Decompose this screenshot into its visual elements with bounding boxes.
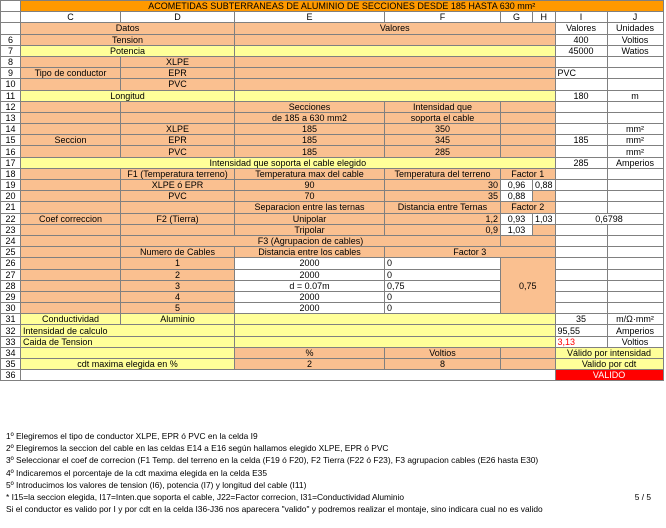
cables-count: 2 xyxy=(121,269,235,280)
note-line: * I15=la seccion elegida, I17=Inten.que soporta el cable, J22=Factor correcion, I31=Conductividad Aluminio xyxy=(6,492,405,503)
factor2-c: 1,03 xyxy=(501,224,533,235)
col-header-i[interactable]: I xyxy=(555,12,607,23)
tension-label: Tension xyxy=(21,34,235,45)
intensidad-header: Intensidad que xyxy=(385,101,501,112)
xlpe-epr-label: XLPE ó EPR xyxy=(121,180,235,191)
seccion-unit: mm² xyxy=(607,135,663,146)
instructions-notes xyxy=(6,430,661,515)
intensidad-elegido-unit: Amperios xyxy=(607,157,663,168)
caida-tension-value: 3,13 xyxy=(555,336,607,347)
distancia-tripolar[interactable]: 0,9 xyxy=(385,224,501,235)
tension-value[interactable]: 400 xyxy=(555,34,607,45)
row-number: 18 xyxy=(1,168,21,179)
intensidad-epr-value: 345 xyxy=(385,135,501,146)
row-number: 15 xyxy=(1,135,21,146)
seccion-unit: mm² xyxy=(607,124,663,135)
row-number: 23 xyxy=(1,224,21,235)
conductor-option-xlpe: XLPE xyxy=(121,56,235,67)
note-line: 4º Indicaremos el porcentaje de la cdt maxima elegida en la celda E35 xyxy=(6,467,267,478)
seccion-pvc-label: PVC xyxy=(121,146,235,157)
cables-count: 1 xyxy=(121,258,235,269)
cables-distance[interactable]: d = 0.07m xyxy=(235,280,385,291)
seccion-xlpe-value[interactable]: 185 xyxy=(235,124,385,135)
seccion-unit: mm² xyxy=(607,146,663,157)
conductor-type-value[interactable]: PVC xyxy=(555,68,607,79)
coef-correccion-result: 0,6798 xyxy=(555,213,663,224)
seccion-xlpe-label: XLPE xyxy=(121,124,235,135)
valido-cdt-status: Valido por cdt xyxy=(555,359,663,370)
conductor-option-pvc: PVC xyxy=(121,79,235,90)
factor2-a: 0,93 xyxy=(501,213,533,224)
tension-unit: Voltios xyxy=(607,34,663,45)
percent-header: % xyxy=(235,347,385,358)
note-line: 3º Seleccionar el coef de correcion (F1 Temp. del terreno en la celda (F19 ó F20), F2 Tierra (F22 ó F23), F3 agrupacion cables (E26 hasta E30) xyxy=(6,455,539,466)
valores-i-header: Valores xyxy=(555,23,607,34)
valido-final-status: VALIDO xyxy=(555,370,663,381)
row-number: 12 xyxy=(1,101,21,112)
row-number: 7 xyxy=(1,45,21,56)
row-number: 17 xyxy=(1,157,21,168)
row-number: 22 xyxy=(1,213,21,224)
valores-header: Valores xyxy=(235,23,556,34)
row-number: 32 xyxy=(1,325,21,336)
cables-distance[interactable]: 2000 xyxy=(235,258,385,269)
potencia-unit: Watios xyxy=(607,45,663,56)
row-number: 36 xyxy=(1,370,21,381)
unidades-header: Unidades xyxy=(607,23,663,34)
tripolar-label: Tripolar xyxy=(235,224,385,235)
note-line: 1º Elegiremos el tipo de conductor XLPE, EPR ó PVC en la celda I9 xyxy=(6,431,258,441)
valido-intensidad-status: Válido por intensidad xyxy=(555,347,663,358)
temp-max-xlpe: 90 xyxy=(235,180,385,191)
row-number: 16 xyxy=(1,146,21,157)
caida-tension-unit: Voltios xyxy=(607,336,663,347)
factor1-header: Factor 1 xyxy=(501,168,556,179)
temp-terreno-xlpe[interactable]: 30 xyxy=(385,180,501,191)
row-number: 29 xyxy=(1,291,21,302)
factor1-c: 0,88 xyxy=(501,191,533,202)
intensidad-elegido-label: Intensidad que soporta el cable elegido xyxy=(21,157,556,168)
col-header-h[interactable]: H xyxy=(533,12,556,23)
longitud-value[interactable]: 180 xyxy=(555,90,607,101)
cables-distance[interactable]: 2000 xyxy=(235,303,385,314)
intensidad-calculo-label: Intensidad de calculo xyxy=(21,325,235,336)
row-number: 10 xyxy=(1,79,21,90)
row-number: 28 xyxy=(1,280,21,291)
cables-factor: 0 xyxy=(385,258,501,269)
separacion-header: Separacion entre las ternas xyxy=(235,202,385,213)
voltios-header: Voltios xyxy=(385,347,501,358)
conductividad-unit: m/Ω·mm² xyxy=(607,314,663,325)
cables-distance[interactable]: 2000 xyxy=(235,291,385,302)
row-number: 33 xyxy=(1,336,21,347)
cables-factor: 0 xyxy=(385,303,501,314)
conductividad-label: Conductividad xyxy=(21,314,121,325)
seccion-value: 185 xyxy=(555,135,607,146)
cdt-maxima-label: cdt maxima elegida en % xyxy=(21,359,235,370)
cables-count: 3 xyxy=(121,280,235,291)
conductor-type-label: Tipo de conductor xyxy=(21,68,121,79)
conductividad-material: Aluminio xyxy=(121,314,235,325)
potencia-label: Potencia xyxy=(21,45,235,56)
cables-factor: 0,75 xyxy=(385,280,501,291)
unipolar-label: Unipolar xyxy=(235,213,385,224)
conductor-option-epr: EPR xyxy=(121,68,235,79)
cables-factor: 0 xyxy=(385,269,501,280)
datos-header: Datos xyxy=(21,23,235,34)
seccion-label: Seccion xyxy=(21,135,121,146)
distancia-ternas-header: Distancia entre Ternas xyxy=(385,202,501,213)
note-line: 5º Introducimos los valores de tension (I6), potencia (I7) y longitud del cable (I11) xyxy=(6,479,307,490)
intensidad-header-2: soporta el cable xyxy=(385,112,501,123)
factor3-header: Factor 3 xyxy=(385,247,556,258)
temp-max-pvc: 70 xyxy=(235,191,385,202)
seccion-epr-label: EPR xyxy=(121,135,235,146)
intensidad-calculo-unit: Amperios xyxy=(607,325,663,336)
row-number: 35 xyxy=(1,359,21,370)
intensidad-elegido-value: 285 xyxy=(555,157,607,168)
potencia-value[interactable]: 45000 xyxy=(555,45,607,56)
factor1-b: 0,88 xyxy=(533,180,556,191)
seccion-epr-value[interactable]: 185 xyxy=(235,135,385,146)
row-number: 26 xyxy=(1,258,21,269)
row-number: 30 xyxy=(1,303,21,314)
row-number: 14 xyxy=(1,124,21,135)
note-line: 2º Elegiremos la seccion del cable en las celdas E14 a E16 según hallamos elegido XLPE, EPR ó PVC xyxy=(6,443,389,454)
cables-count: 4 xyxy=(121,291,235,302)
sheet-title: ACOMETIDAS SUBTERRANEAS DE ALUMINIO DE SECCIONES DESDE 185 HASTA 630 mm² xyxy=(21,1,664,12)
row-number: 13 xyxy=(1,112,21,123)
factor2-header: Factor 2 xyxy=(501,202,556,213)
row-number: 21 xyxy=(1,202,21,213)
distancia-cables-header: Distancia entre los cables xyxy=(235,247,385,258)
seccion-pvc-value[interactable]: 185 xyxy=(235,146,385,157)
cdt-voltios-value: 8 xyxy=(385,359,501,370)
col-header-c[interactable]: C xyxy=(21,12,121,23)
col-header-f[interactable]: F xyxy=(385,12,501,23)
num-cables-header: Numero de Cables xyxy=(121,247,235,258)
longitud-label: Longitud xyxy=(21,90,235,101)
row-number: 9 xyxy=(1,68,21,79)
cables-factor: 0 xyxy=(385,291,501,302)
factor2-b: 1,03 xyxy=(533,213,556,224)
row-number: 25 xyxy=(1,247,21,258)
cdt-percent-value[interactable]: 2 xyxy=(235,359,385,370)
distancia-unipolar[interactable]: 1,2 xyxy=(385,213,501,224)
temp-terreno-header: Temperatura del terreno xyxy=(385,168,501,179)
cables-count: 5 xyxy=(121,303,235,314)
temp-max-header: Temperatura max del cable xyxy=(235,168,385,179)
col-header-g[interactable]: G xyxy=(501,12,533,23)
coef-correccion-label: Coef correccion xyxy=(21,213,121,224)
longitud-unit: m xyxy=(607,90,663,101)
row-number: 20 xyxy=(1,191,21,202)
f1-header: F1 (Temperatura terreno) xyxy=(121,168,235,179)
intensidad-calculo-value: 95,55 xyxy=(555,325,607,336)
col-header-d[interactable]: D xyxy=(121,12,235,23)
factor1-a: 0,96 xyxy=(501,180,533,191)
row-number: 6 xyxy=(1,34,21,45)
row-number: 27 xyxy=(1,269,21,280)
page-number: 5 / 5 xyxy=(634,492,651,503)
row-number: 11 xyxy=(1,90,21,101)
note-line: Si el conductor es valido por I y por cdt en la celda I36-J36 nos aparecera "valido" y podremos realizar el montaje, sino indicara cual no es valido xyxy=(6,504,543,515)
temp-terreno-pvc[interactable]: 35 xyxy=(385,191,501,202)
row-number: 34 xyxy=(1,347,21,358)
factor3-value: 0,75 xyxy=(501,258,556,314)
col-header-j[interactable]: J xyxy=(607,12,663,23)
secciones-range-header: de 185 a 630 mm2 xyxy=(235,112,385,123)
note-line-with-page xyxy=(6,491,661,503)
pvc-temp-label: PVC xyxy=(121,191,235,202)
f2-label: F2 (Tierra) xyxy=(121,213,235,224)
caida-tension-label: Caida de Tension xyxy=(21,336,235,347)
row-number: 24 xyxy=(1,235,21,246)
row-number: 31 xyxy=(1,314,21,325)
intensidad-xlpe-value: 350 xyxy=(385,124,501,135)
row-number: 8 xyxy=(1,56,21,67)
conductividad-value: 35 xyxy=(555,314,607,325)
secciones-header: Secciones xyxy=(235,101,385,112)
f3-header: F3 (Agrupacion de cables) xyxy=(121,235,501,246)
intensidad-pvc-value: 285 xyxy=(385,146,501,157)
cables-distance[interactable]: 2000 xyxy=(235,269,385,280)
col-header-e[interactable]: E xyxy=(235,12,385,23)
row-number: 19 xyxy=(1,180,21,191)
